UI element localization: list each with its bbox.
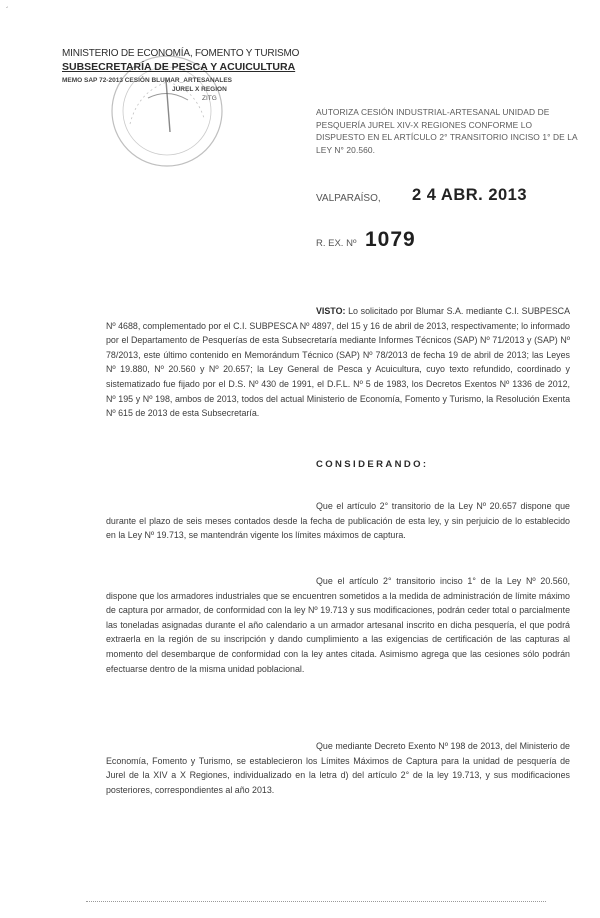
resolution-number: 1079 [365,228,416,251]
region-reference: JUREL X REGION [172,86,227,93]
resolution-subject: AUTORIZA CESIÓN INDUSTRIAL-ARTESANAL UNIDAD DE PESQUERÍA JUREL XIV-X REGIONES CONFORME LO DISPUESTO EN EL ARTÍCULO 2° TRANSITORIO INCISO 1° DE LA LEY N° 20.560. [316,107,578,155]
visto-text: Lo solicitado por Blumar S.A. mediante C.I. SUBPESCA Nº 4688, complementado por el C.I. SUBPESCA Nº 4897, del 15 y 16 de abril de 2013, respectivamente; lo informado por el Departamento de Pesquerías de esta Subsecretaría mediante Informes Técnicos (SAP) Nº 71/2013 y (SAP) Nº 78/2013, este último contenido en Memorándum Técnico (SAP) Nº 78/2013 de fecha 19 de abril de 2013; las Leyes Nº 19.880, Nº 20.560 y Nº 20.657; la Ley General de Pesca y Acuicultura, cuyo texto refundido, coordinado y sistematizado fue fijado por el D.S. Nº 430 de 1991, el D.F.L. Nº 5 de 1983, los Decretos Exentos Nº 1336 de 2012, Nº 195 y Nº 198, ambos de 2013, todos del actual Ministerio de Economía, Fomento y Turismo, la Resolución Exenta Nº 615 de 2013 de esta Subsecretaría. [106,306,570,419]
considerando-heading: CONSIDERANDO: [316,459,429,470]
considerando-paragraph-1: Que el artículo 2° transitorio de la Ley Nº 20.657 dispone que durante el plazo de seis meses contados desde la fecha de publicación de esta ley, y sin perjuicio de lo establecido en la Ley Nº 19.713, se mantendrán vigente los límites máximos de captura. [106,501,570,541]
ministry-name: MINISTERIO DE ECONOMÍA, FOMENTO Y TURISMO [62,48,300,59]
resolution-label: R. EX. Nº [316,238,357,249]
place-label: VALPARAÍSO, [316,193,381,204]
date-stamp: 2 4 ABR. 2013 [412,186,528,204]
author-initials: ZITG [202,95,217,102]
memo-reference: MEMO SAP 72-2013 CESIÓN BLUMAR_ARTESANALES [62,77,232,84]
visto-lead: VISTO: [316,306,346,316]
considerando-paragraph-2: Que el artículo 2° transitorio inciso 1° de la Ley Nº 20.560, dispone que los armadores industriales que se encuentren sometidos a la medida de administración de límite máximo de captura por armador, de conformidad con la ley Nº 19.713 y sus modificaciones, podrán ceder total o parcialmente las toneladas asignadas durante el año calendario a un armador artesanal inscrito en dicha pesquería, el que podrá extraerla en la región de su inscripción y dando cumplimiento a las exigencias de certificación de las capturas al momento del desembarque de conformidad con la ley antes citada. Asimismo agrega que las cesiones sólo podrán efectuarse dentro de la misma unidad poblacional. [106,576,570,674]
considerando-paragraph-3: Que mediante Decreto Exento Nº 198 de 2013, del Ministerio de Economía, Fomento y Turismo, se establecieron los Límites Máximos de Captura para la unidad de pesquería de Jurel de la XIV a X Regiones, individualizado en la letra d) del artículo 2° de la ley 19.713, y sus modificaciones posteriores, correspondientes al año 2013. [106,741,570,795]
footer-line [86,901,546,904]
visto-paragraph [106,304,570,421]
corner-mark: ´ [6,6,9,15]
letterhead [62,48,302,103]
subsecretaria-name: SUBSECRETARÍA DE PESCA Y ACUICULTURA [62,61,296,73]
